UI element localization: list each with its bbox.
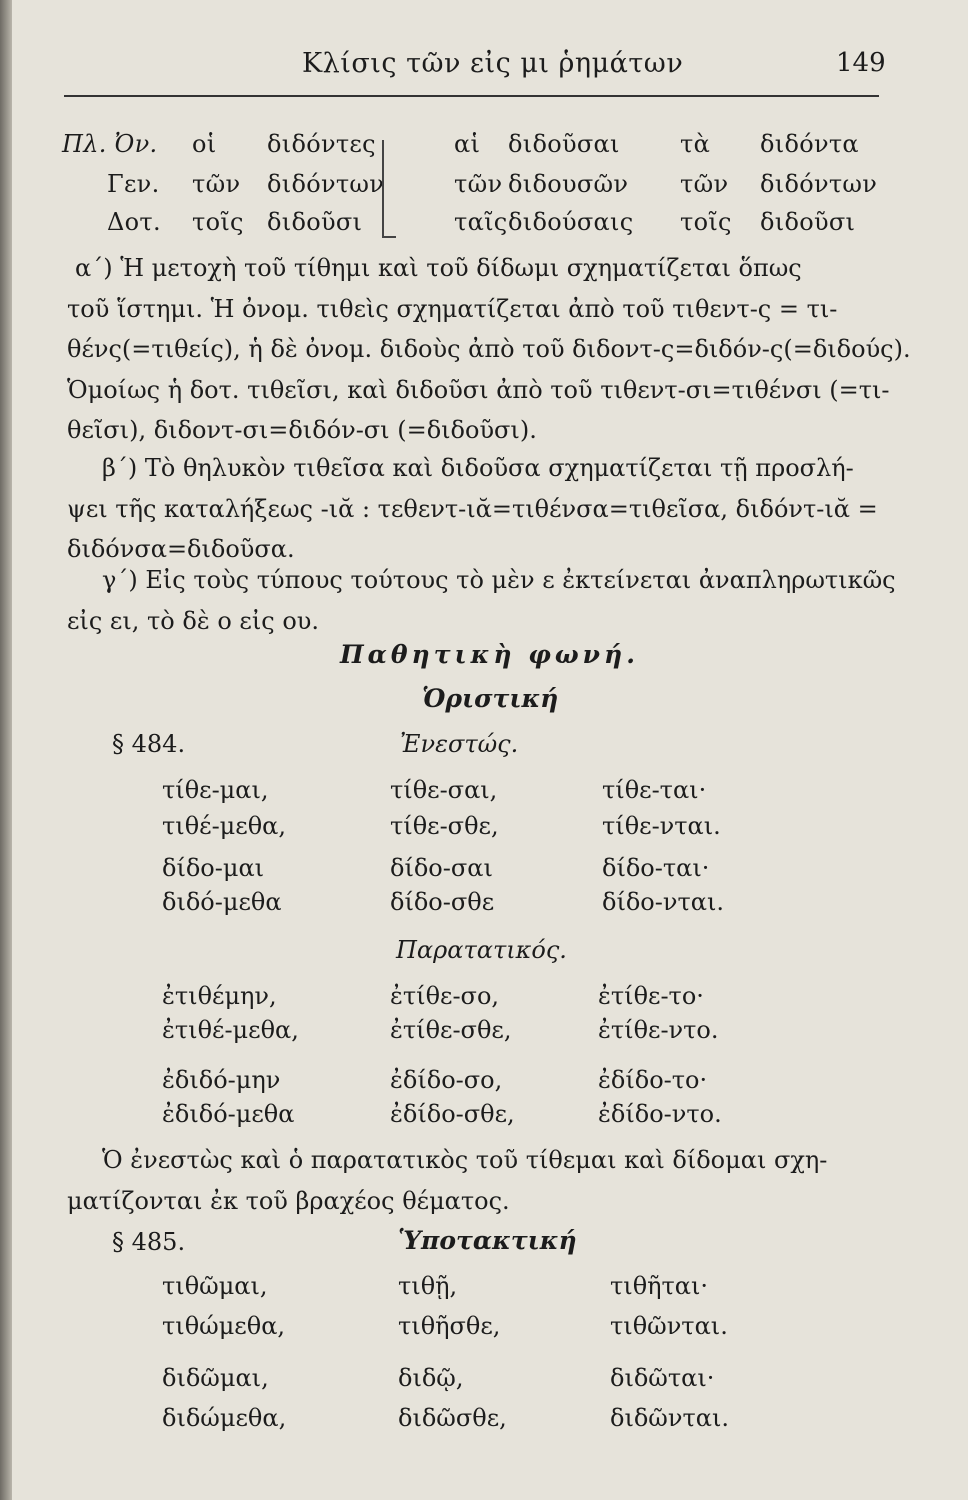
note-gamma <box>67 560 896 641</box>
verb-form: ἐδίδο-το· <box>598 1066 708 1094</box>
text-line: α΄) Ἡ μετοχὴ τοῦ τίθημι καὶ τοῦ δίδωμι σχηματίζεται ὅπως <box>75 254 802 282</box>
note-alpha <box>67 248 911 451</box>
fem-article: ταῖς <box>454 208 508 236</box>
masc-article: οἱ <box>192 130 217 158</box>
verb-form: τιθώμεθα, <box>162 1312 286 1340</box>
verb-form: διδό-μεθα <box>162 888 282 916</box>
header-rule <box>64 95 879 97</box>
masc-form: διδόντων <box>267 170 385 198</box>
verb-form: διδῶται· <box>610 1364 715 1392</box>
neut-article: τὰ <box>680 130 711 158</box>
verb-form: ἐτιθέμην, <box>162 982 277 1010</box>
table-row <box>12 208 968 248</box>
verb-form: ἐτίθε-σθε, <box>390 1016 512 1044</box>
verb-form: ἐτίθε-σο, <box>390 982 500 1010</box>
text-line: τοῦ ἵστημι. Ἡ ὀνομ. τιθεὶς σχηματίζεται ἀπὸ τοῦ τιθεντ-ς = τι- <box>67 294 838 323</box>
case-label: Δοτ. <box>107 208 161 236</box>
section-number-484: § 484. <box>112 730 186 758</box>
table-bracket <box>382 140 396 238</box>
case-label: Πλ. Ὀν. <box>62 130 158 158</box>
table-row <box>12 170 968 210</box>
verb-form: τίθε-νται. <box>602 812 721 840</box>
verb-form: τιθῆται· <box>610 1272 709 1300</box>
masc-form: διδοῦσι <box>267 208 363 236</box>
note-beta <box>67 448 887 570</box>
verb-form: ἐτίθε-ντο. <box>598 1016 719 1044</box>
verb-form: τίθε-ται· <box>602 776 707 804</box>
verb-form: δίδο-μαι <box>162 854 265 882</box>
verb-form: δίδο-σαι <box>390 854 493 882</box>
remark-paragraph <box>67 1140 887 1221</box>
case-label: Γεν. <box>107 170 160 198</box>
fem-form: διδοῦσαι <box>508 130 620 158</box>
verb-form: τιθῇ, <box>398 1272 458 1300</box>
verb-form: δίδο-ται· <box>602 854 710 882</box>
section-heading-passive: Παθητικὴ φωνή. <box>340 640 639 669</box>
verb-form: διδῶμαι, <box>162 1364 269 1392</box>
neut-form: διδόντα <box>760 130 859 158</box>
text-line: Ὁ ἐνεστὼς καὶ ὁ παρατατικὸς τοῦ τίθεμαι καὶ δίδομαι σχη- <box>102 1146 828 1174</box>
text-line: θεῖσι), διδοντ-σι=διδόν-σι (=διδοῦσι). <box>67 416 537 444</box>
running-header-title: Κλίσις τῶν εἰς μι ῥημάτων <box>302 48 684 79</box>
verb-form: ἐδίδο-σο, <box>390 1066 503 1094</box>
verb-form: ἐδιδό-μην <box>162 1066 281 1094</box>
text-line: γ΄) Εἰς τοὺς τύπους τούτους τὸ μὲν ε ἐκτείνεται ἀναπληρωτικῶς <box>102 566 896 594</box>
text-line: διδόνσα=διδοῦσα. <box>67 535 295 563</box>
verb-form: ἐδίδο-σθε, <box>390 1100 515 1128</box>
verb-form: ἐδίδο-ντο. <box>598 1100 722 1128</box>
mood-heading-indicative: Ὁριστική <box>422 684 559 713</box>
masc-article: τοῖς <box>192 208 244 236</box>
verb-form: διδώμεθα, <box>162 1404 287 1432</box>
page-number: 149 <box>836 48 886 78</box>
fem-article: τῶν <box>454 170 503 198</box>
verb-form: τίθε-σαι, <box>390 776 498 804</box>
book-page <box>12 0 968 1500</box>
verb-form: τιθῆσθε, <box>398 1312 501 1340</box>
masc-form: διδόντες <box>267 130 376 158</box>
text-line: β΄) Τὸ θηλυκὸν τιθεῖσα καὶ διδοῦσα σχηματίζεται τῇ προσλή- <box>102 454 854 482</box>
text-line: εἰς ει, τὸ δὲ ο εἰς ου. <box>67 606 319 635</box>
verb-form: τιθῶνται. <box>610 1312 728 1340</box>
verb-form: τιθέ-μεθα, <box>162 812 286 840</box>
neut-article: τῶν <box>680 170 729 198</box>
masc-article: τῶν <box>192 170 241 198</box>
verb-form: διδῶσθε, <box>398 1404 507 1432</box>
verb-form: διδῶνται. <box>610 1404 729 1432</box>
neut-article: τοῖς <box>680 208 732 236</box>
verb-form: ἐτίθε-το· <box>598 982 704 1010</box>
tense-label-imperfect: Παρατατικός. <box>396 936 567 964</box>
fem-form: διδούσαις <box>508 208 634 236</box>
verb-form: ἐτιθέ-μεθα, <box>162 1016 299 1044</box>
neut-form: διδοῦσι <box>760 208 856 236</box>
verb-form: δίδο-νται. <box>602 888 724 916</box>
tense-label-present: Ἐνεστώς. <box>400 730 519 758</box>
neut-form: διδόντων <box>760 170 878 198</box>
verb-form: ἐδιδό-μεθα <box>162 1100 295 1128</box>
text-line: ψει τῆς καταλήξεως -ιᾰ : τεθεντ-ιᾰ=τιθένσα=τιθεῖσα, διδόντ-ιᾰ = <box>67 494 878 523</box>
verb-form: τιθῶμαι, <box>162 1272 268 1300</box>
text-line: θένς(=τιθείς), ἡ δὲ ὀνομ. διδοὺς ἀπὸ τοῦ διδοντ-ς=διδόν-ς(=διδούς). <box>67 335 911 363</box>
fem-article: αἱ <box>454 130 481 158</box>
verb-form: τίθε-σθε, <box>390 812 499 840</box>
text-line: ματίζονται ἐκ τοῦ βραχέος θέματος. <box>67 1186 510 1215</box>
fem-form: διδουσῶν <box>508 170 629 198</box>
text-line: Ὁμοίως ἡ δοτ. τιθεῖσι, καὶ διδοῦσι ἀπὸ τοῦ τιθεντ-σι=τιθένσι (=τι- <box>67 375 890 404</box>
table-row <box>12 130 968 170</box>
section-number-485: § 485. <box>112 1228 186 1256</box>
verb-form: δίδο-σθε <box>390 888 495 916</box>
verb-form: διδῷ, <box>398 1364 464 1392</box>
verb-form: τίθε-μαι, <box>162 776 269 804</box>
mood-heading-subjunctive: Ὑποτακτική <box>398 1226 577 1255</box>
book-binding-edge <box>0 0 12 1500</box>
